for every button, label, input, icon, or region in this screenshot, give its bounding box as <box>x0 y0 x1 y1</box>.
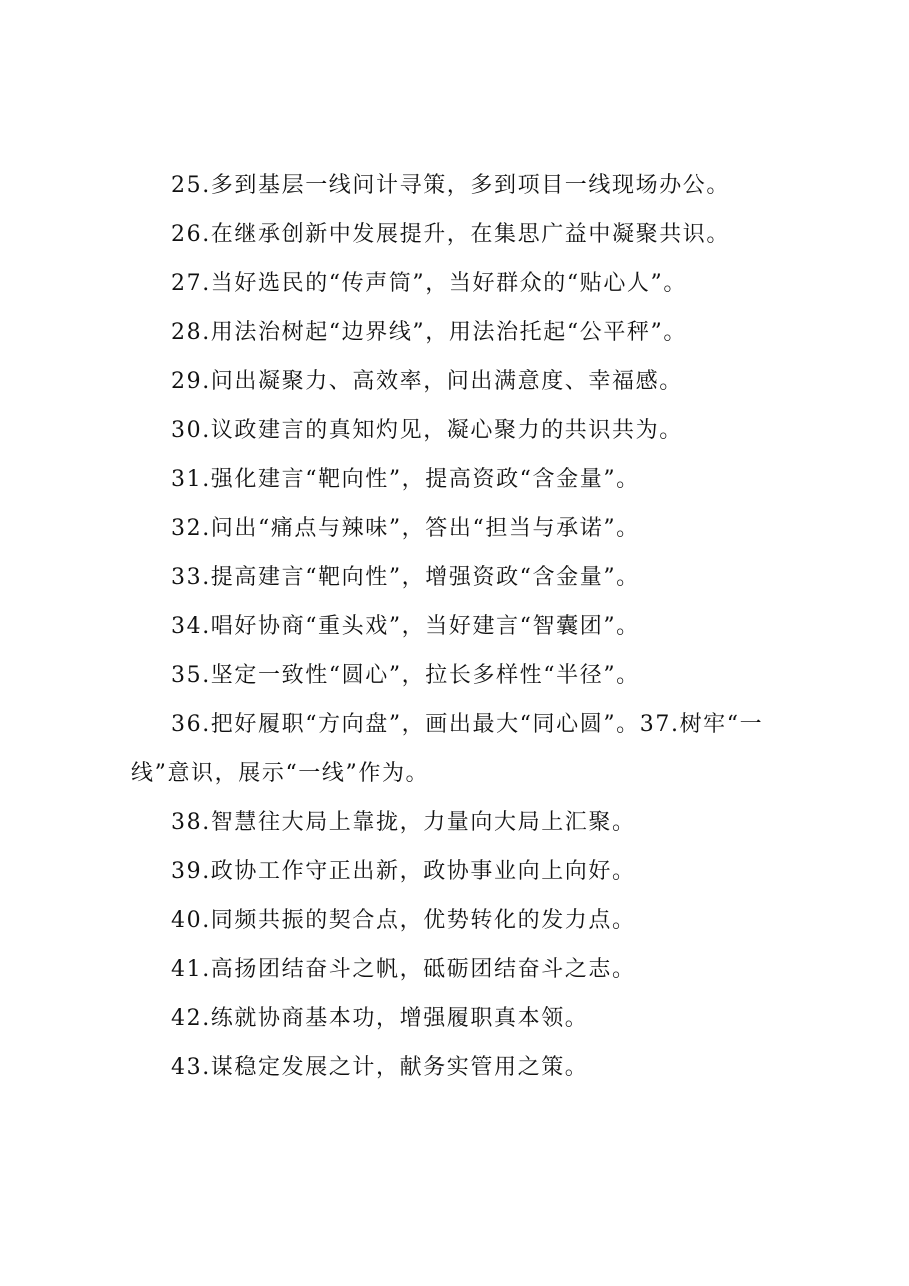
paragraph-39: 39.政协工作守正出新，政协事业向上向好。 <box>171 859 636 884</box>
paragraph-29: 29.问出凝聚力、高效率，问出满意度、幸福感。 <box>171 369 683 394</box>
paragraph-33: 33.提高建言“靶向性”，增强资政“含金量”。 <box>171 565 640 590</box>
paragraph-38: 38.智慧往大局上靠拢，力量向大局上汇聚。 <box>171 810 636 835</box>
paragraph-26: 26.在继承创新中发展提升，在集思广益中凝聚共识。 <box>171 222 730 247</box>
paragraph-27: 27.当好选民的“传声筒”，当好群众的“贴心人”。 <box>171 271 687 296</box>
paragraph-30: 30.议政建言的真知灼见，凝心聚力的共识共为。 <box>171 418 683 443</box>
paragraph-25: 25.多到基层一线问计寻策，多到项目一线现场办公。 <box>171 173 730 198</box>
paragraph-35: 35.坚定一致性“圆心”，拉长多样性“半径”。 <box>171 663 640 688</box>
paragraph-32: 32.问出“痛点与辣味”，答出“担当与承诺”。 <box>171 516 640 541</box>
paragraph-40: 40.同频共振的契合点，优势转化的发力点。 <box>171 908 636 933</box>
paragraph-28: 28.用法治树起“边界线”，用法治托起“公平秤”。 <box>171 320 687 345</box>
paragraph-34: 34.唱好协商“重头戏”，当好建言“智囊团”。 <box>171 614 640 639</box>
paragraph-42: 42.练就协商基本功，增强履职真本领。 <box>171 1006 589 1031</box>
document-body <box>131 161 791 1092</box>
paragraph-43: 43.谋稳定发展之计，献务实管用之策。 <box>171 1055 589 1080</box>
paragraph-36-37: 36.把好履职“方向盘”，画出最大“同心圆”。37.树牢“一线”意识，展示“一线”作为。 <box>131 712 764 786</box>
paragraph-41: 41.高扬团结奋斗之帆，砥砺团结奋斗之志。 <box>171 957 636 982</box>
paragraph-31: 31.强化建言“靶向性”，提高资政“含金量”。 <box>171 467 640 492</box>
